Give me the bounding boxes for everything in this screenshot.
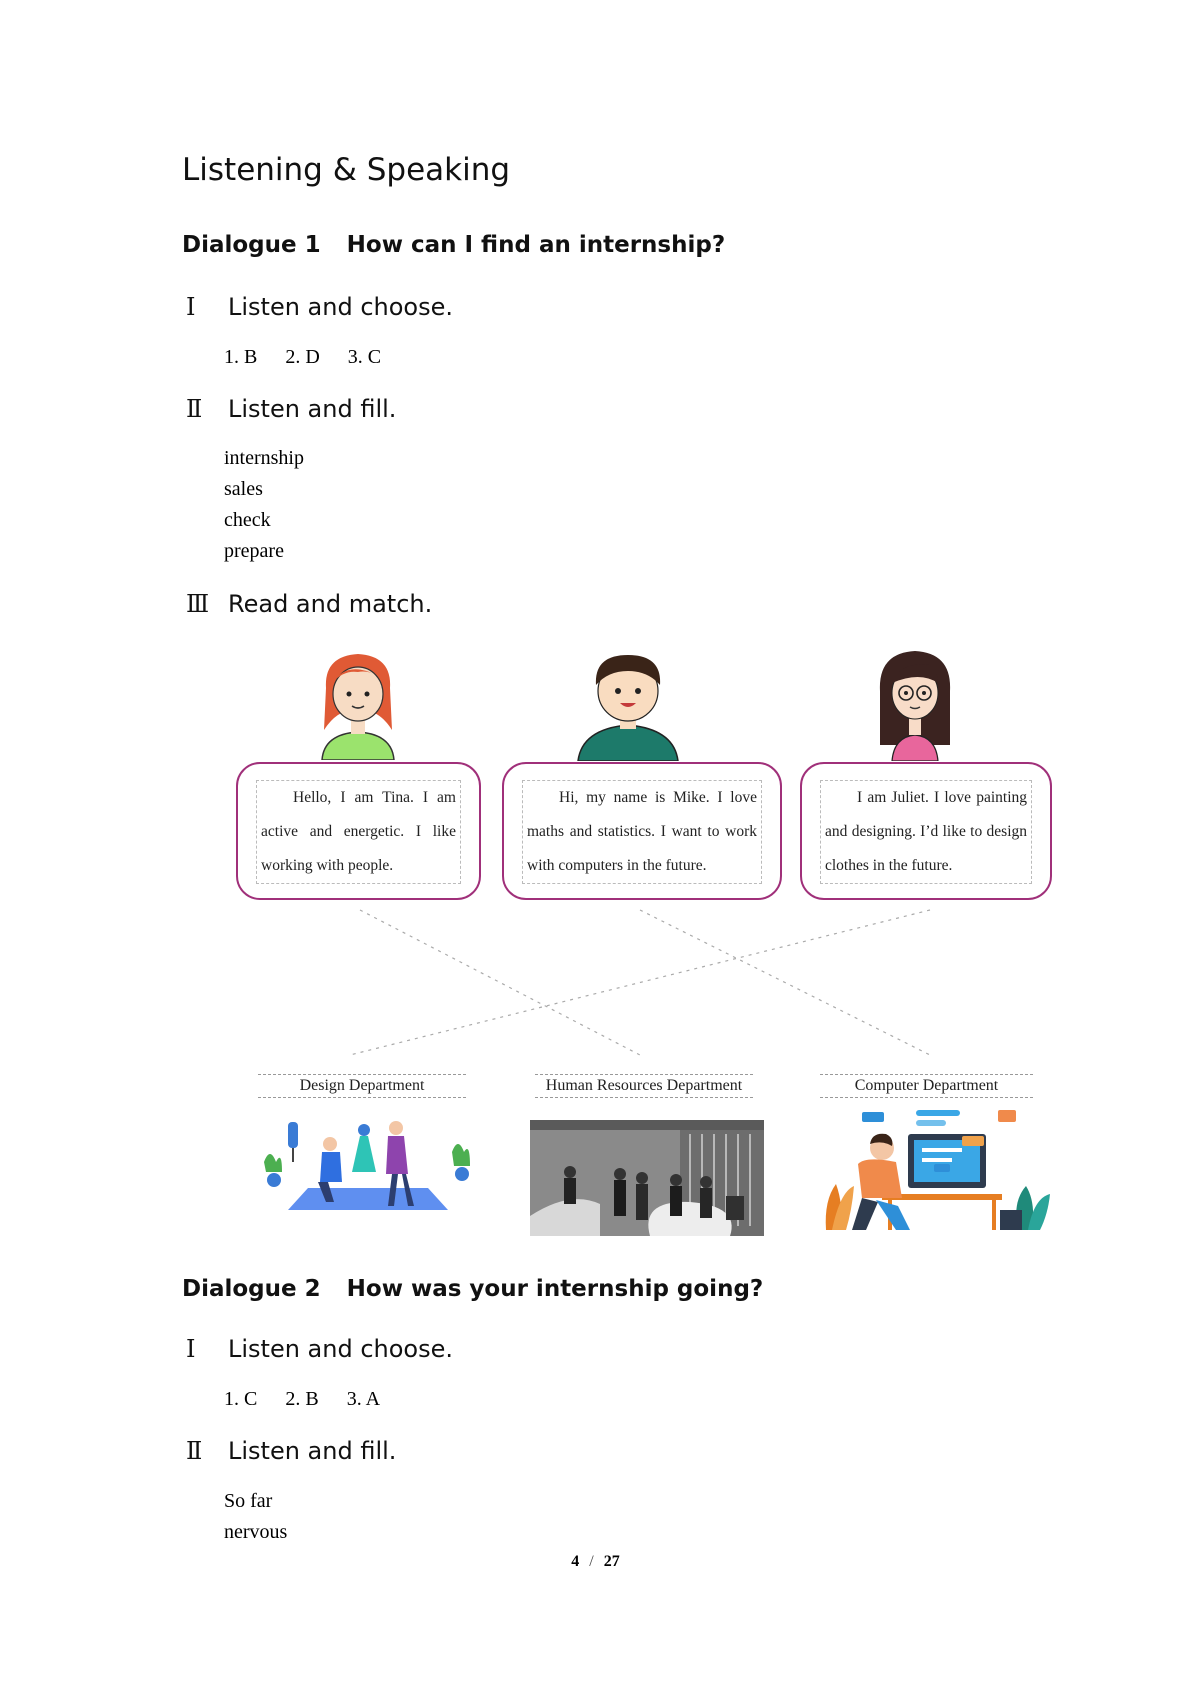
page-separator: / bbox=[589, 1553, 594, 1570]
section-title: Listen and choose. bbox=[228, 293, 454, 321]
fill-answer: sales bbox=[224, 478, 263, 500]
answer-item: 2. B bbox=[285, 1388, 319, 1410]
tina-speech-bubble bbox=[236, 762, 481, 900]
fill-answer: nervous bbox=[224, 1521, 288, 1543]
matching-lines bbox=[230, 905, 1060, 1065]
design-department-illustration bbox=[252, 1102, 477, 1222]
hr-department-illustration bbox=[530, 1120, 764, 1236]
roman-numeral: Ⅱ bbox=[186, 395, 203, 423]
bubble-text: Hi, my name is Mike. I love maths and statistics. I want to work with computers in the future. bbox=[522, 780, 762, 884]
bubble-text: Hello, I am Tina. I am active and energetic. I like working with people. bbox=[256, 780, 461, 884]
current-page: 4 bbox=[571, 1553, 580, 1570]
roman-numeral: Ⅰ bbox=[186, 1335, 196, 1363]
section-listen-fill bbox=[186, 1437, 396, 1465]
answer-item: 3. A bbox=[346, 1388, 381, 1410]
roman-numeral: Ⅰ bbox=[186, 293, 196, 321]
mike-avatar bbox=[568, 645, 688, 761]
fill-answer: internship bbox=[224, 447, 304, 469]
answer-item: 1. C bbox=[224, 1388, 258, 1410]
answer-list bbox=[224, 1388, 408, 1411]
answer-list bbox=[224, 346, 409, 369]
design-department-label: Design Department bbox=[258, 1074, 466, 1098]
computer-department-label: Computer Department bbox=[820, 1074, 1033, 1098]
section-title: Read and match. bbox=[228, 590, 433, 618]
roman-numeral: Ⅱ bbox=[186, 1437, 203, 1465]
fill-answer-list bbox=[224, 1486, 287, 1548]
match-line-mike-computer bbox=[640, 910, 930, 1055]
fill-answer-list bbox=[224, 443, 304, 567]
match-line-juliet-design bbox=[350, 910, 930, 1055]
computer-department-illustration bbox=[822, 1106, 1050, 1230]
section-title: Listen and fill. bbox=[228, 1437, 397, 1465]
answer-item: 2. D bbox=[285, 346, 320, 368]
section-title: Listen and choose. bbox=[228, 1335, 454, 1363]
dialogue-number: Dialogue 1 bbox=[182, 232, 321, 258]
dialogue-1-title bbox=[182, 232, 725, 258]
match-line-tina-hr bbox=[360, 910, 640, 1055]
section-listen-choose bbox=[186, 293, 453, 321]
tina-avatar bbox=[308, 648, 408, 760]
hr-department-label: Human Resources Department bbox=[535, 1074, 753, 1098]
roman-numeral: Ⅲ bbox=[186, 590, 210, 618]
dialogue-title-text: How can I find an internship? bbox=[346, 232, 726, 258]
fill-answer: prepare bbox=[224, 540, 284, 562]
answer-item: 3. C bbox=[347, 346, 382, 368]
section-title: Listen and fill. bbox=[228, 395, 397, 423]
fill-answer: So far bbox=[224, 1490, 273, 1512]
page-heading: Listening & Speaking bbox=[182, 152, 511, 188]
mike-speech-bubble bbox=[502, 762, 782, 900]
dialogue-number: Dialogue 2 bbox=[182, 1276, 321, 1302]
section-listen-fill bbox=[186, 395, 396, 423]
answer-item: 1. B bbox=[224, 346, 258, 368]
section-read-match bbox=[186, 590, 432, 618]
total-pages: 27 bbox=[603, 1553, 620, 1570]
bubble-text: I am Juliet. I love painting and designing. I’d like to design clothes in the future. bbox=[820, 780, 1032, 884]
juliet-avatar bbox=[870, 645, 960, 761]
juliet-speech-bubble bbox=[800, 762, 1052, 900]
section-listen-choose bbox=[186, 1335, 453, 1363]
fill-answer: check bbox=[224, 509, 271, 531]
dialogue-title-text: How was your internship going? bbox=[346, 1276, 764, 1302]
dialogue-2-title bbox=[182, 1276, 763, 1302]
page-number bbox=[0, 1553, 1191, 1571]
